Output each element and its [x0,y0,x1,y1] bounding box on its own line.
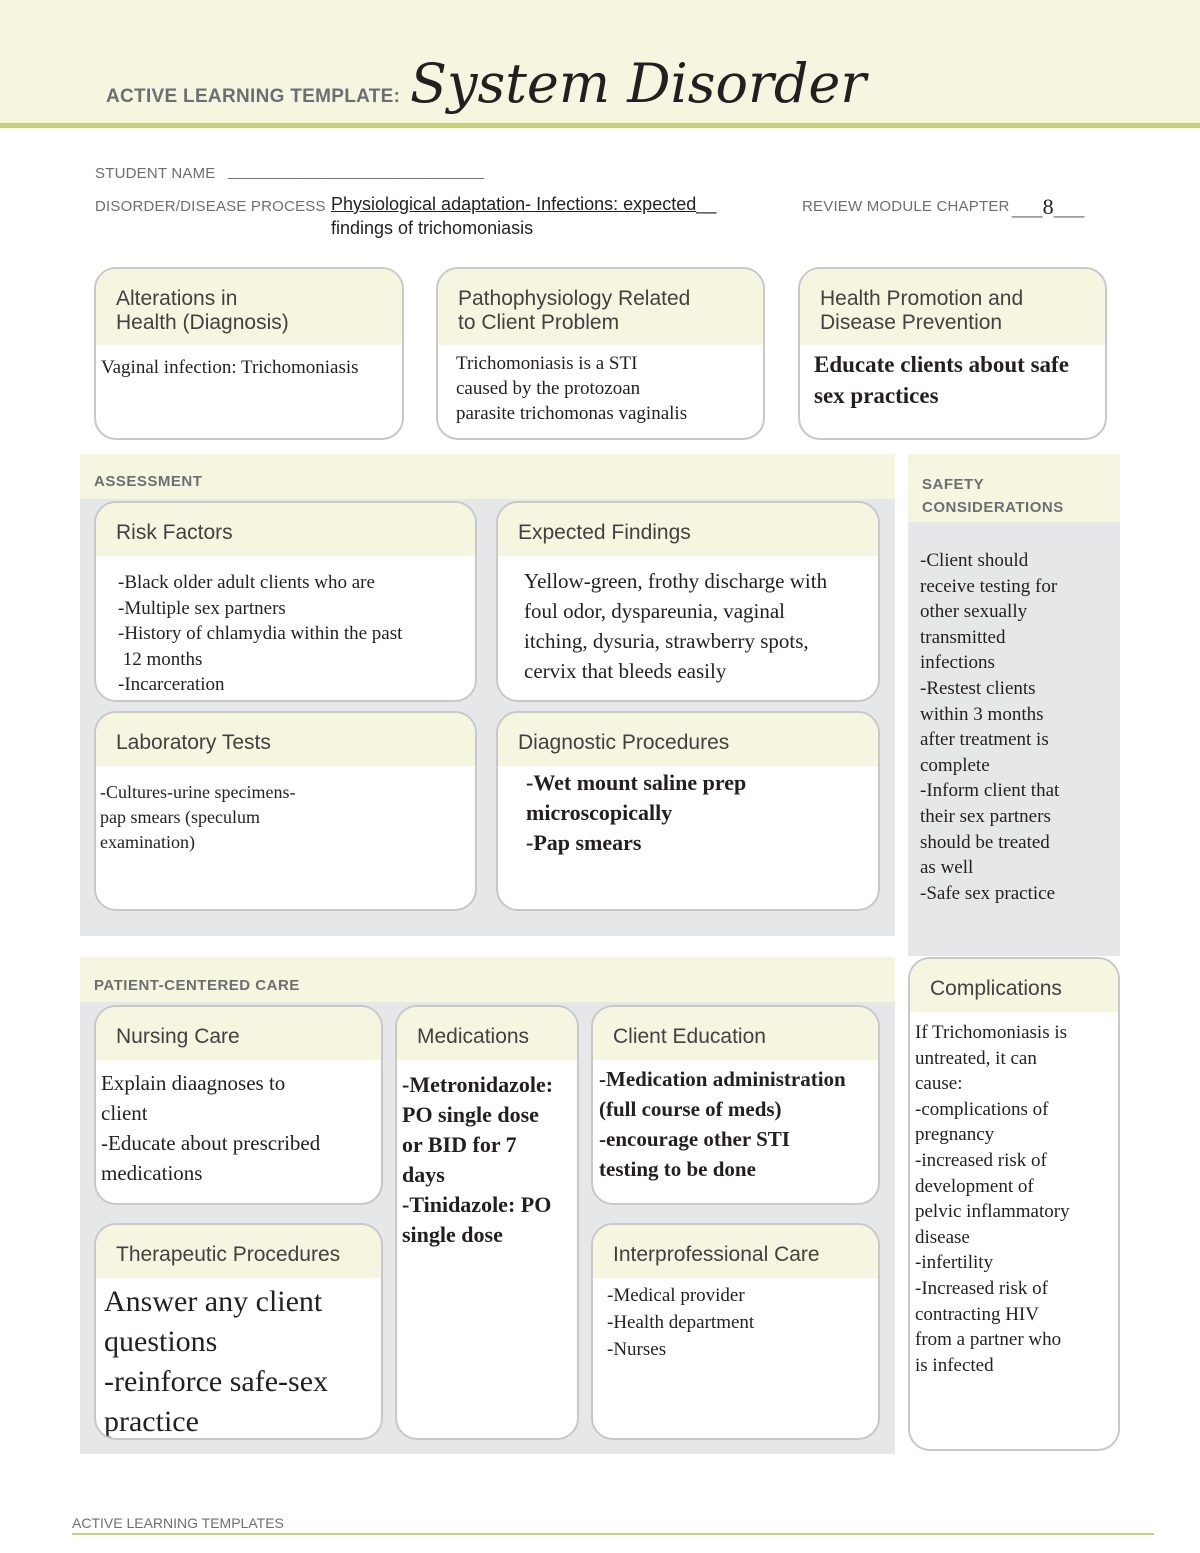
chapter-label: REVIEW MODULE CHAPTER [802,198,1010,215]
nursing-care-body [96,1060,381,1196]
complication-line: pregnancy [915,1124,995,1146]
medication-line: -Metronidazole: [402,1072,554,1097]
complication-line: is infected [915,1354,994,1376]
nursing-care-line: client [101,1101,148,1125]
chapter-pre: ___ [1012,198,1043,218]
risk-factor-item: -Multiple sex partners [118,597,286,619]
health-promotion-body [800,345,1105,415]
medication-line: PO single dose [402,1102,539,1127]
medication-line: or BID for 7 [402,1132,517,1157]
therapeutic-procedure-line: practice [104,1405,199,1438]
laboratory-tests-body [96,766,475,869]
safety-body [920,548,1059,906]
nursing-care-line: Explain diaagnoses to [101,1071,286,1095]
client-education-title: Client Education [593,1007,878,1060]
risk-factors-box [94,501,477,702]
student-name-label: STUDENT NAME [95,165,216,182]
health-promotion-header [800,269,1105,345]
safety-label-line2: CONSIDERATIONS [922,499,1064,516]
template-title: System Disorder [410,52,867,115]
pathophysiology-line: parasite trichomonas vaginalis [456,403,688,424]
laboratory-test-line: pap smears (speculum [100,807,260,827]
pathophysiology-box [436,267,765,440]
risk-factor-item: -History of chlamydia within the past [118,623,403,644]
nursing-care-line: -Educate about prescribed [101,1131,321,1155]
complication-line: development of [915,1175,1034,1197]
complication-line: pelvic inflammatory [915,1201,1070,1223]
client-education-line: (full course of meds) [599,1097,782,1121]
expected-finding-line: Yellow-green, frothy discharge with [524,569,828,593]
safety-line: within 3 months [920,703,1044,725]
alterations-box [94,267,404,440]
safety-line: their sex partners [920,805,1051,827]
patient-care-label: PATIENT-CENTERED CARE [94,977,300,994]
safety-label [922,473,1064,519]
nursing-care-box [94,1005,383,1205]
health-promotion-line: Educate clients about safe [814,352,1069,377]
footer-text: ACTIVE LEARNING TEMPLATES [72,1515,284,1531]
header-divider [0,123,1200,128]
expected-findings-title: Expected Findings [498,503,878,556]
medications-title: Medications [397,1007,577,1060]
medication-line: -Tinidazole: PO [402,1192,552,1217]
risk-factor-item: 12 months [118,648,203,670]
pathophysiology-body [438,345,763,432]
diagnostic-procedures-body [498,766,878,860]
health-promotion-line: sex practices [814,383,939,408]
safety-line: transmitted [920,626,1006,648]
expected-finding-line: cervix that bleeds easily [524,659,727,683]
disorder-label: DISORDER/DISEASE PROCESS [95,198,326,215]
health-promotion-title-line2: Disease Prevention [820,311,1003,334]
complication-line: cause: [915,1073,963,1095]
therapeutic-procedure-line: Answer any client [104,1285,323,1318]
chapter-field[interactable] [1012,194,1084,220]
therapeutic-procedures-box [94,1223,383,1440]
complication-line: -infertility [915,1252,994,1274]
complication-line: If Trichomoniasis is [915,1022,1068,1043]
disorder-value-line1: Physiological adaptation- Infections: expected [331,194,697,214]
interprofessional-care-line: -Nurses [607,1339,667,1360]
pathophysiology-header [438,269,763,345]
safety-line: after treatment is [920,729,1049,751]
therapeutic-procedure-line: -reinforce safe-sex [104,1365,329,1398]
pathophysiology-title-line2: to Client Problem [458,311,620,334]
safety-label-line1: SAFETY [922,476,985,493]
diagnostic-procedure-line: microscopically [526,800,673,825]
safety-line: receive testing for [920,575,1058,597]
interprofessional-care-title: Interprofessional Care [593,1225,878,1278]
safety-line: other sexually [920,601,1028,623]
client-education-line: -encourage other STI [599,1127,790,1151]
client-education-line: testing to be done [599,1157,756,1181]
medications-box [395,1005,579,1440]
interprofessional-care-line: -Medical provider [607,1285,745,1306]
complications-body [910,1012,1118,1386]
safety-line: -Client should [920,550,1029,571]
pathophysiology-title-line1: Pathophysiology Related [458,287,691,310]
client-education-body [593,1060,878,1188]
safety-line: -Inform client that [920,780,1060,802]
medications-body [397,1060,577,1260]
interprofessional-care-line: -Health department [607,1312,755,1333]
safety-line: should be treated [920,831,1050,853]
interprofessional-care-body [593,1278,878,1367]
therapeutic-procedure-line: questions [104,1325,218,1358]
interprofessional-care-box [591,1223,880,1440]
diagnostic-procedures-title: Diagnostic Procedures [498,713,878,766]
medication-line: single dose [402,1222,503,1247]
disorder-field[interactable] [331,194,786,215]
diagnostic-procedures-box [496,711,880,911]
alterations-title-line2: Health (Diagnosis) [116,311,289,334]
complication-line: -increased risk of [915,1149,1047,1171]
expected-findings-box [496,501,880,702]
complications-box [908,957,1120,1451]
risk-factors-title: Risk Factors [96,503,475,556]
diagnostic-procedure-line: -Pap smears [526,830,642,855]
alterations-body: Vaginal infection: Trichomoniasis [101,357,359,378]
disorder-tail: __ [696,194,717,214]
chapter-post: ___ [1053,198,1085,218]
student-name-field[interactable]: ______________________________ [228,163,485,180]
complication-line: -Increased risk of [915,1277,1048,1299]
expected-finding-line: itching, dysuria, strawberry spots, [524,629,809,653]
complication-line: -complications of [915,1098,1049,1120]
complication-line: disease [915,1226,970,1248]
laboratory-tests-title: Laboratory Tests [96,713,475,766]
disorder-value-line2: findings of trichomoniasis [331,218,534,238]
client-education-box [591,1005,880,1205]
risk-factor-item: -Black older adult clients who are [118,572,375,593]
alterations-header [96,269,402,345]
laboratory-test-line: examination) [100,832,195,852]
diagnostic-procedure-line: -Wet mount saline prep [526,770,747,795]
laboratory-test-line: -Cultures-urine specimens- [100,782,296,802]
footer-divider [72,1533,1154,1535]
nursing-care-title: Nursing Care [96,1007,381,1060]
laboratory-tests-box [94,711,477,911]
therapeutic-procedures-body [96,1278,381,1440]
safety-line: complete [920,754,990,776]
template-label: ACTIVE LEARNING TEMPLATE: [106,86,401,107]
safety-line: -Restest clients [920,677,1036,699]
expected-finding-line: foul odor, dyspareunia, vaginal [524,599,786,623]
complication-line: untreated, it can [915,1047,1037,1069]
health-promotion-box [798,267,1107,440]
complications-title: Complications [910,959,1118,1012]
therapeutic-procedures-title: Therapeutic Procedures [96,1225,381,1278]
expected-findings-body [498,556,878,696]
chapter-value: 8 [1042,194,1054,219]
risk-factors-body [96,556,475,702]
assessment-label: ASSESSMENT [94,473,203,490]
health-promotion-title-line1: Health Promotion and [820,287,1024,310]
medication-line: days [402,1162,445,1187]
complication-line: contracting HIV [915,1303,1039,1325]
risk-factor-item: -Incarceration [118,674,225,695]
alterations-title-line1: Alterations in [116,287,238,310]
safety-line: -Safe sex practice [920,882,1056,904]
pathophysiology-line: Trichomoniasis is a STI [456,353,638,374]
safety-line: infections [920,652,995,674]
client-education-line: -Medication administration [599,1067,846,1091]
nursing-care-line: medications [101,1161,203,1185]
complication-line: from a partner who [915,1329,1062,1351]
pathophysiology-line: caused by the protozoan [456,378,641,399]
safety-line: as well [920,857,974,879]
